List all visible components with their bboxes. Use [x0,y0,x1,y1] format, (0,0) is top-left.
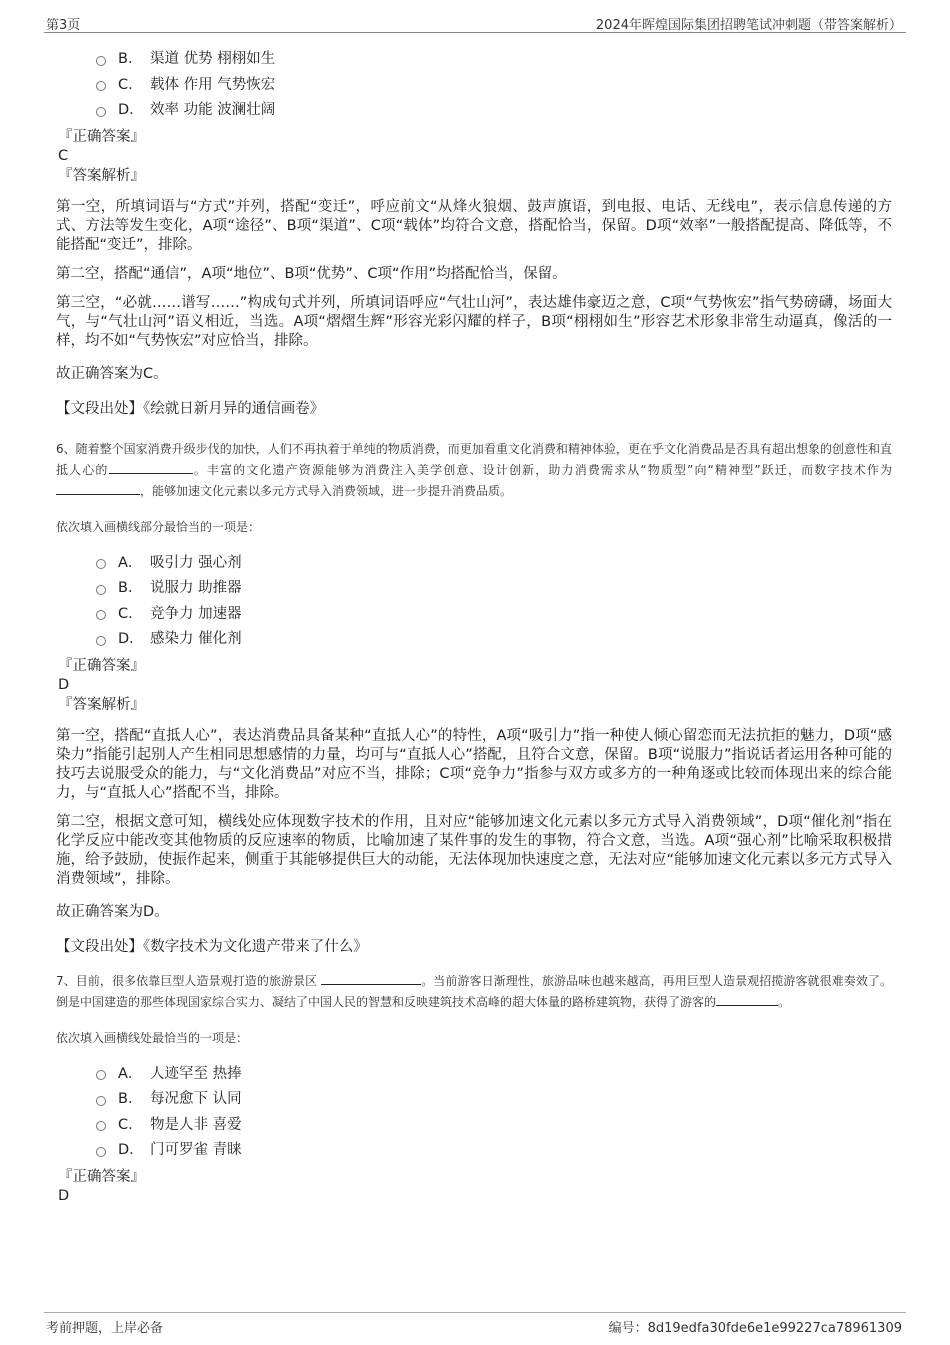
q7-option-d[interactable] [96,1136,892,1162]
option-letter: A． [118,1065,143,1082]
q6-stem-part: 6、随着整个国家消费升级步伐的加快，人们不再执着于单纯的物质消费，而更加看重文化消费和精神体验，更在乎文化消费品是否具有超出想象的创意性和直抵人心的 [56,441,892,477]
footer-slogan: 考前押题，上岸必备 [46,1321,164,1336]
q5-option-d[interactable] [96,96,892,122]
passage-source: 【文段出处】《绘就日新月异的通信画卷》 [56,400,325,417]
correct-answer: D [58,676,70,693]
radio-button-icon[interactable] [96,636,106,646]
option-text: 门可罗雀 青睐 [150,1142,242,1159]
option-text: 竞争力 加速器 [150,605,242,622]
q5-options [96,45,892,122]
option-letter: C． [118,1116,143,1133]
page-footer [44,1312,906,1337]
analysis-paragraph: 第二空，根据文意可知，横线处应体现数字技术的作用，且对应“能够加速文化元素以多元方式导入消费领域”，D项“催化剂”指在化学反应中能改变其他物质的反应速率的物质，比喻加速了某件事的发生的事物，符合文意，当选。A项“强心剂”比喻采取积极措施，给予鼓励，使振作起来，侧重于其能够提供巨大的动能，无法体现加快速度之意，无法对应“能够加速文化元素以多元方式导入消费领域”，排除。 [56,813,892,887]
option-text: 效率 功能 波澜壮阔 [150,102,276,119]
q6-stem-part: ，能够加速文化元素以多元方式导入消费领域，进一步提升消费品质。 [140,483,513,498]
blank-line [716,993,778,1006]
q7-option-b[interactable] [96,1085,892,1111]
option-letter: A． [118,554,143,571]
analysis-paragraph: 第三空，“必就……谱写……”构成句式并列，所填词语呼应“气壮山河”，表达雄伟豪迈之意，C项“气势恢宏”指气势磅礴，场面大气，与“气壮山河”语义相近，当选。A项“熠熠生辉”形容光彩闪耀的样子，B项“栩栩如生”形容艺术形象非常生动逼真，像活的一样，均不如“气势恢宏”对应恰当，排除。 [56,294,892,349]
q7-stem-part: 。当前游客日渐理性，旅游品味也越来越高，再用巨型人造景观招揽游客就很难奏效了。倒是中国建造的那些体现国家综合实力、凝结了中国人民的智慧和反映建筑技术高峰的超大体量的路桥建筑物，获得了游客的 [56,973,892,1009]
q7-options [96,1060,892,1162]
correct-answer-label: 『正确答案』 [58,128,145,145]
radio-button-icon[interactable] [96,610,106,620]
q7-stem-part: 7、目前，很多依靠巨型人造景观打造的旅游景区 [56,973,318,988]
radio-button-icon[interactable] [96,107,106,117]
analysis-paragraph: 第一空，搭配“直抵人心”，表达消费品具备某种“直抵人心”的特性，A项“吸引力”指一种使人倾心留恋而无法抗拒的魅力，D项“感染力”指能引起别人产生相同思想感情的力量，均可与“直抵人心”搭配，且符合文意，保留。B项“说服力”指说话者运用各种可能的技巧去说服受众的能力，与“文化消费品”对应不当，排除；C项“竞争力”指参与双方或多方的一种角逐或比较而体现出来的综合能力，与“直抵人心”搭配不当，排除。 [56,727,892,801]
analysis-label: 『答案解析』 [58,167,145,184]
option-letter: B． [118,51,143,68]
option-text: 感染力 催化剂 [150,631,242,648]
page-number: 第3页 [46,18,81,33]
analysis-conclusion: 故正确答案为C。 [56,365,168,382]
passage-source: 【文段出处】《数字技术为文化遗产带来了什么》 [56,938,368,955]
option-text: 人迹罕至 热捧 [150,1065,242,1082]
option-text: 载体 作用 气势恢宏 [150,76,276,93]
radio-button-icon[interactable] [96,1147,106,1157]
q6-stem [56,439,892,502]
q7-stem-part: 。 [778,994,791,1009]
radio-button-icon[interactable] [96,559,106,569]
q5-option-b[interactable] [96,45,892,71]
q6-stem-part: 。丰富的文化遗产资源能够为消费注入美学创意、设计创新，助力消费需求从“物质型”向“精神型”跃迁，而数字技术作为 [192,462,892,477]
analysis-conclusion: 故正确答案为D。 [56,903,169,920]
q7-instruction: 依次填入画横线处最恰当的一项是： [56,1030,249,1045]
q6-option-c[interactable] [96,600,892,626]
correct-answer-label: 『正确答案』 [58,1168,145,1185]
q6-options [96,549,892,651]
radio-button-icon[interactable] [96,1096,106,1106]
document-body [56,42,892,1205]
radio-button-icon[interactable] [96,81,106,91]
q7-stem [56,971,892,1013]
option-letter: D． [118,1142,144,1159]
correct-answer: D [58,1187,70,1204]
page-header [44,10,906,33]
q6-option-b[interactable] [96,574,892,600]
option-letter: C． [118,76,143,93]
option-text: 每况愈下 认同 [150,1091,242,1108]
option-text: 物是人非 喜爱 [150,1116,242,1133]
radio-button-icon[interactable] [96,1121,106,1131]
radio-button-icon[interactable] [96,585,106,595]
analysis-paragraph: 第二空，搭配“通信”，A项“地位”、B项“优势”、C项“作用”均搭配恰当，保留。 [56,265,567,282]
blank-line [321,972,421,985]
analysis-label: 『答案解析』 [58,696,145,713]
option-letter: B． [118,1091,143,1108]
document-code: 编号：8d19edfa30fde6e1e99227ca78961309 [608,1321,902,1336]
q6-instruction: 依次填入画横线部分最恰当的一项是： [56,519,261,534]
option-text: 吸引力 强心剂 [150,554,242,571]
q6-option-a[interactable] [96,549,892,575]
option-letter: C． [118,605,143,622]
option-letter: B． [118,580,143,597]
correct-answer: C [58,147,69,164]
blank-line [109,461,193,474]
q7-option-a[interactable] [96,1060,892,1086]
q7-option-c[interactable] [96,1111,892,1137]
analysis-paragraph: 第一空，所填词语与“方式”并列，搭配“变迁”，呼应前文“从烽火狼烟、鼓声旗语，到电报、电话、无线电”，表示信息传递的方式、方法等发生变化，A项“途径”、B项“渠道”、C项“载体”均符合文意，搭配恰当，保留。D项“效率”一般搭配提高、降低等，不能搭配“变迁”，排除。 [56,198,892,253]
correct-answer-label: 『正确答案』 [58,657,145,674]
option-text: 说服力 助推器 [150,580,242,597]
q5-option-c[interactable] [96,71,892,97]
radio-button-icon[interactable] [96,1070,106,1080]
q6-option-d[interactable] [96,625,892,651]
option-text: 渠道 优势 栩栩如生 [150,51,276,68]
radio-button-icon[interactable] [96,56,106,66]
document-title: 2024年晖煌国际集团招聘笔试冲刺题（带答案解析） [595,18,902,33]
blank-line [56,482,140,495]
option-letter: D． [118,631,144,648]
option-letter: D． [118,102,144,119]
